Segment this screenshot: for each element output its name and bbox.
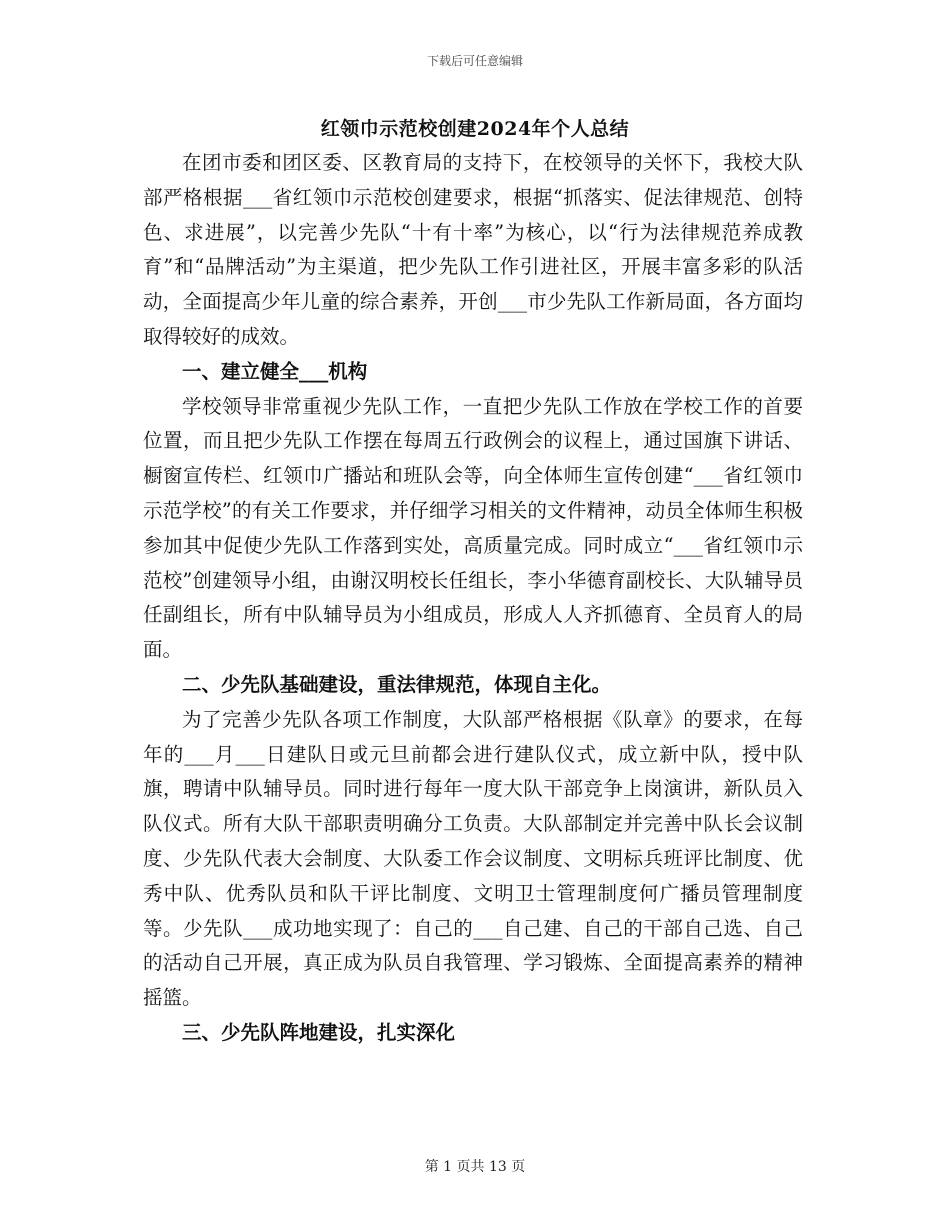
- section-heading-2: 二、少先队基础建设，重法律规范，体现自主化。: [182, 672, 612, 696]
- paragraph-section-1: 学校领导非常重视少先队工作，一直把少先队工作放在学校工作的首要位置，而且把少先队工作摆在每周五行政例会的议程上，通过国旗下讲话、橱窗宣传栏、红领巾广播站和班队会等，向全体师生宣传创建“___省红领巾示范学校”的有关工作要求，并仔细学习相关的文件精神，动员全体师生积极参加其中促使少先队工作落到实处，高质量完成。同时成立“___省红领巾示范校”创建领导小组，由谢汉明校长任组长，李小华德育副校长、大队辅导员任副组长，所有中队辅导员为小组成员，形成人人齐抓德育、全员育人的局面。: [143, 394, 803, 662]
- section-heading-1: 一、建立健全___机构: [182, 359, 368, 383]
- header-note: 下载后可任意编辑: [426, 54, 523, 68]
- section-heading-3: 三、少先队阵地建设，扎实深化: [182, 1020, 456, 1044]
- paragraph-intro: 在团市委和团区委、区教育局的支持下，在校领导的关怀下，我校大队部严格根据___省红领巾示范校创建要求，根据“抓落实、促法律规范、创特色、求进展”，以完善少先队“十有十率”为核心，以“行为法律规范养成教育”和“品牌活动”为主渠道，把少先队工作引进社区，开展丰富多彩的队活动，全面提高少年儿童的综合素养，开创___市少先队工作新局面，各方面均取得较好的成效。: [143, 151, 803, 348]
- page-number: 第 1 页共 13 页: [424, 1159, 526, 1175]
- paragraph-section-2: 为了完善少先队各项工作制度，大队部严格根据《队章》的要求，在每年的___月___日建队日或元旦前都会进行建队仪式，成立新中队，授中队旗，聘请中队辅导员。同时进行每年一度大队干部竞争上岗演讲，新队员入队仪式。所有大队干部职责明确分工负责。大队部制定并完善中队长会议制度、少先队代表大会制度、大队委工作会议制度、文明标兵班评比制度、优秀中队、优秀队员和队干评比制度、文明卫士管理制度何广播员管理制度等。少先队___成功地实现了：自己的___自己建、自己的干部自己选、自己的活动自己开展，真正成为队员自我管理、学习锻炼、全面提高素养的精神摇篮。: [143, 707, 803, 1010]
- document-title: 红领巾示范校创建2024年个人总结: [320, 118, 630, 140]
- document-body: [143, 146, 803, 1051]
